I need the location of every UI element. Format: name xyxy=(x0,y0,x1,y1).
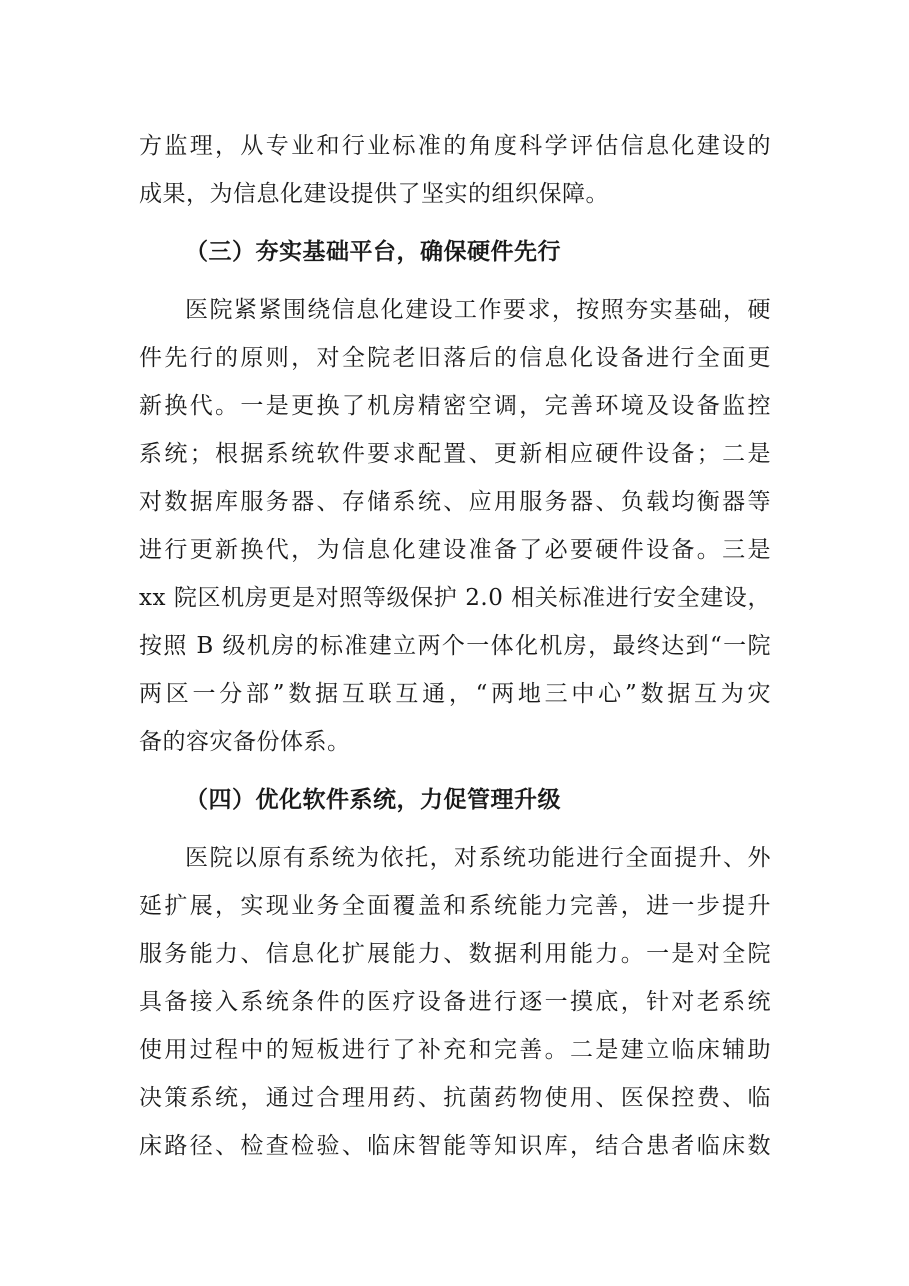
text-line: 两区一分部”数据互联互通，“两地三中心”数据互为灾 xyxy=(139,681,771,707)
text-line: xx 院区机房更是对照等级保护 2.0 相关标准进行安全建设， xyxy=(139,585,771,611)
text-line: 医院紧紧围绕信息化建设工作要求，按照夯实基础，硬 xyxy=(185,297,771,323)
text-line: 新换代。一是更换了机房精密空调，完善环境及设备监控 xyxy=(139,393,771,419)
text-line: 按照 B 级机房的标准建立两个一体化机房，最终达到“一院 xyxy=(139,633,771,659)
text-line: 件先行的原则，对全院老旧落后的信息化设备进行全面更 xyxy=(139,345,771,371)
text-line: 使用过程中的短板进行了补充和完善。二是建立临床辅助 xyxy=(139,1037,771,1063)
text-line: 床路径、检查检验、临床智能等知识库，结合患者临床数 xyxy=(139,1133,771,1159)
text-line: 系统；根据系统软件要求配置、更新相应硬件设备；二是 xyxy=(139,441,771,467)
document-body xyxy=(139,122,771,1170)
text-line: 医院以原有系统为依托，对系统功能进行全面提升、外 xyxy=(185,845,771,871)
paragraph-hardware xyxy=(139,286,771,766)
text-line: 具备接入系统条件的医疗设备进行逐一摸底，针对老系统 xyxy=(139,989,771,1015)
text-line: 服务能力、信息化扩展能力、数据利用能力。一是对全院 xyxy=(139,941,771,967)
text-line: 延扩展，实现业务全面覆盖和系统能力完善，进一步提升 xyxy=(139,893,771,919)
paragraph-continued xyxy=(139,122,771,218)
text-line: 成果，为信息化建设提供了坚实的组织保障。 xyxy=(139,181,609,207)
section-heading-4: （四）优化软件系统，力促管理升级 xyxy=(185,787,561,813)
text-line: 决策系统，通过合理用药、抗菌药物使用、医保控费、临 xyxy=(139,1085,771,1111)
text-line: 方监理，从专业和行业标准的角度科学评估信息化建设的 xyxy=(139,133,771,159)
section-heading-3: （三）夯实基础平台，确保硬件先行 xyxy=(185,239,561,265)
paragraph-software xyxy=(139,834,771,1170)
text-line: 备的容灾备份体系。 xyxy=(139,729,351,755)
text-line: 进行更新换代，为信息化建设准备了必要硬件设备。三是 xyxy=(139,537,771,563)
text-line: 对数据库服务器、存储系统、应用服务器、负载均衡器等 xyxy=(139,489,771,515)
